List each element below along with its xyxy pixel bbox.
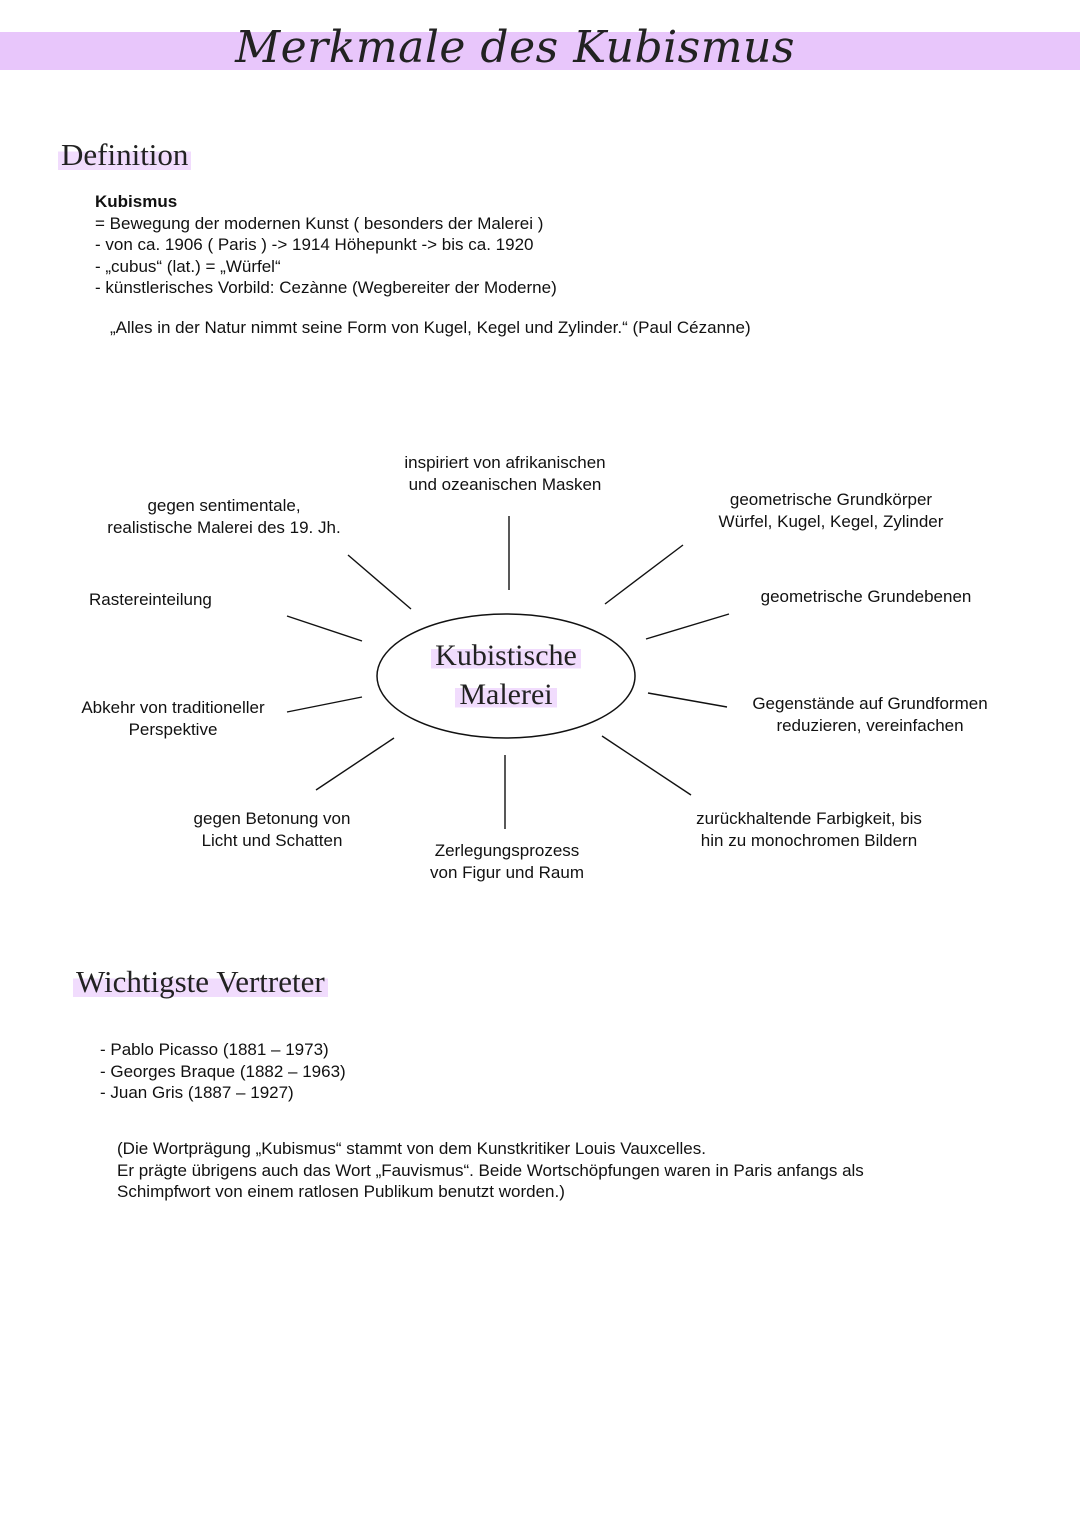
- connector-left-upper: [287, 616, 362, 641]
- node-geometric-planes: [750, 586, 982, 608]
- etymology-note: [117, 1138, 937, 1203]
- node-line: geometrische Grundebenen: [760, 587, 972, 606]
- node-line: gegen Betonung von: [193, 809, 351, 828]
- node-grid: [89, 589, 212, 611]
- node-line: Würfel, Kugel, Kegel, Zylinder: [718, 511, 944, 531]
- cezanne-quote: „Alles in der Natur nimmt seine Form von Kugel, Kegel und Zylinder.“ (Paul Cézanne): [110, 318, 751, 337]
- connector-right-lower: [648, 693, 727, 707]
- node-geometric-solids: [706, 489, 956, 532]
- definition-heading: Definition: [58, 137, 191, 173]
- definition-line: - künstlerisches Vorbild: Cezànne (Wegbereiter der Moderne): [95, 278, 557, 297]
- node-line: geometrische Grundkörper: [729, 490, 933, 509]
- note-line: Er prägte übrigens auch das Wort „Fauvismus“. Beide Wortschöpfungen waren in Paris anfangs als: [117, 1160, 864, 1180]
- node-line: und ozeanischen Masken: [408, 474, 602, 494]
- node-light-shadow: [184, 808, 360, 851]
- connector-top-left: [348, 555, 411, 609]
- node-anti-sentimental: [95, 495, 353, 538]
- node-line: zurückhaltende Farbigkeit, bis: [696, 809, 922, 828]
- list-item: - Pablo Picasso (1881 – 1973): [100, 1040, 329, 1059]
- node-line: gegen sentimentale,: [147, 496, 301, 515]
- node-line: hin zu monochromen Bildern: [700, 830, 918, 850]
- definition-line: = Bewegung der modernen Kunst ( besonders der Malerei ): [95, 213, 544, 233]
- node-line: von Figur und Raum: [429, 862, 585, 882]
- mindmap-center: [376, 636, 636, 714]
- node-perspective: [72, 697, 274, 740]
- note-line: Schimpfwort von einem ratlosen Publikum benutzt worden.): [117, 1182, 565, 1201]
- node-line: Abkehr von traditioneller: [81, 698, 265, 717]
- definition-term: Kubismus: [95, 192, 178, 211]
- node-reduce-forms: [742, 693, 998, 736]
- center-line-1: Kubistische: [431, 639, 581, 672]
- node-line: reduzieren, vereinfachen: [776, 715, 964, 735]
- connector-bottom-left: [316, 738, 394, 790]
- node-line: Rastereinteilung: [89, 590, 212, 609]
- node-line: Zerlegungsprozess: [434, 841, 580, 860]
- node-line: Licht und Schatten: [201, 830, 343, 850]
- note-line: (Die Wortprägung „Kubismus“ stammt von dem Kunstkritiker Louis Vauxcelles.: [117, 1139, 706, 1158]
- connector-right-upper: [646, 614, 729, 639]
- connector-bottom-right: [602, 736, 691, 795]
- node-line: inspiriert von afrikanischen: [404, 453, 606, 472]
- node-masks: [395, 452, 615, 495]
- node-line: realistische Malerei des 19. Jh.: [107, 517, 341, 537]
- representatives-list: [100, 1039, 346, 1104]
- list-item: - Juan Gris (1887 – 1927): [100, 1083, 294, 1102]
- representatives-heading: Wichtigste Vertreter: [73, 964, 328, 1000]
- node-color-restraint: [684, 808, 934, 851]
- node-line: Gegenstände auf Grundformen: [752, 694, 988, 713]
- list-item: - Georges Braque (1882 – 1963): [100, 1061, 346, 1081]
- connector-top-right: [605, 545, 683, 604]
- node-decomposition: [422, 840, 592, 883]
- definition-line: - von ca. 1906 ( Paris ) -> 1914 Höhepunkt -> bis ca. 1920: [95, 235, 534, 254]
- page-title: Merkmale des Kubismus: [235, 22, 795, 73]
- center-line-2: Malerei: [455, 678, 556, 711]
- node-line: Perspektive: [128, 719, 218, 739]
- definition-line: - „cubus“ (lat.) = „Würfel“: [95, 256, 281, 276]
- connector-left-lower: [287, 697, 362, 712]
